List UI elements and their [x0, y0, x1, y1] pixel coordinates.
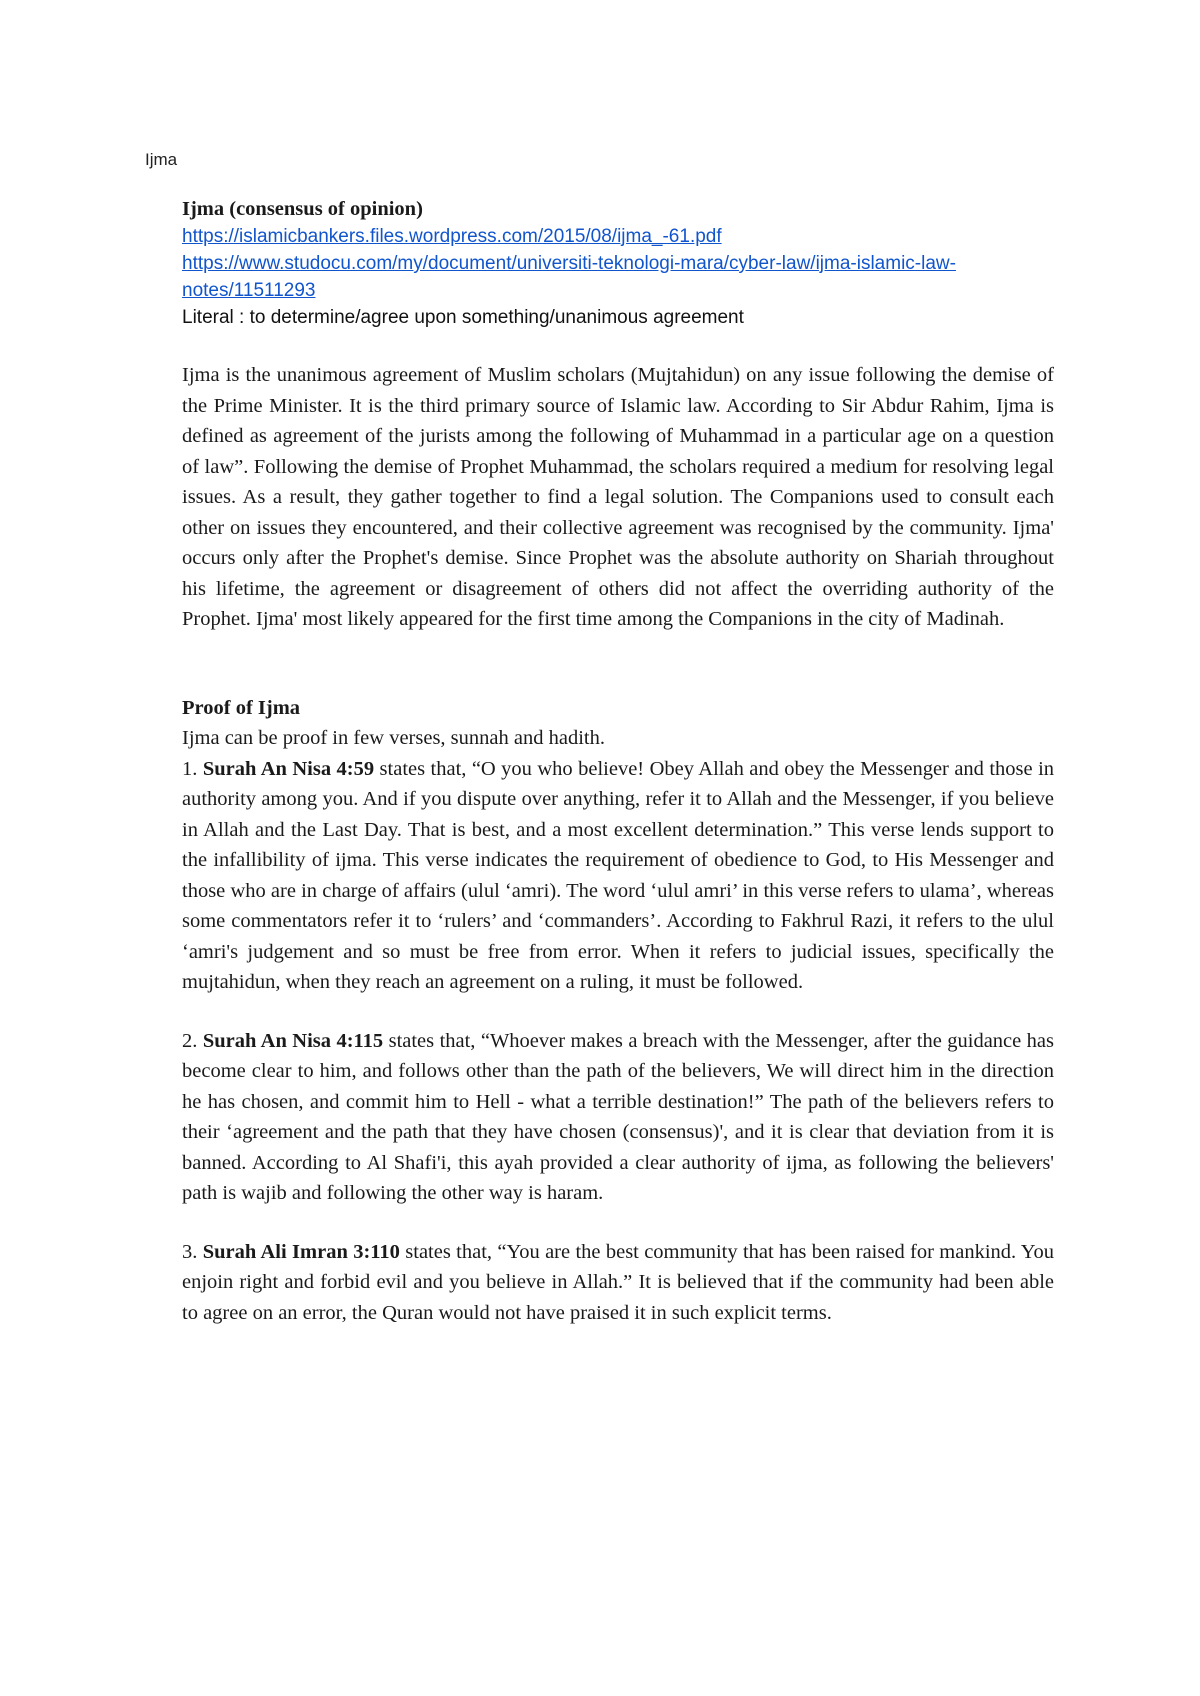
- proof-item-number: 2.: [182, 1029, 198, 1052]
- reference-link-2[interactable]: https://www.studocu.com/my/document/universiti-teknologi-mara/cyber-law/ijma-islamic-law-notes/11511293: [182, 253, 956, 301]
- proof-item-reference: Surah An Nisa 4:59: [202, 757, 375, 780]
- proof-item-reference: Surah Ali Imran 3:110: [202, 1240, 400, 1263]
- intro-paragraph: Ijma is the unanimous agreement of Muslim scholars (Mujtahidun) on any issue following the demise of the Prime Minister. It is the third primary source of Islamic law. According to Sir Abdur Rahim, Ijma is defined as agreement of the jurists among the following of Muhammad in a particular age on a question of law”. Following the demise of Prophet Muhammad, the scholars required a medium for resolving legal issues. As a result, they gather together to find a legal solution. The Companions used to consult each other on issues they encountered, and their collective agreement was recognised by the community. Ijma' occurs only after the Prophet's demise. Since Prophet was the absolute authority on Shariah throughout his lifetime, the agreement or disagreement of others did not affect the overriding authority of the Prophet. Ijma' most likely appeared for the first time among the Companions in the city of Madinah.: [182, 364, 1054, 630]
- proof-item-number: 3.: [182, 1240, 198, 1263]
- proof-intro: Ijma can be proof in few verses, sunnah and hadith.: [182, 727, 605, 749]
- proof-item-2: [182, 1026, 1054, 1209]
- proof-heading: Proof of Ijma: [182, 696, 301, 719]
- reference-link-1[interactable]: https://islamicbankers.files.wordpress.com/2015/08/ijma_-61.pdf: [182, 226, 722, 247]
- proof-item-text: states that, “Whoever makes a breach with the Messenger, after the guidance has become clear to him, and follows other than the path of the believers, We will direct him in the direction he has chosen, and commit him to Hell - what a terrible destination!” The path of the believers refers to their ‘agreement and the path that they have chosen (consensus)', and it is clear that deviation from it is banned. According to Al Shafi'i, this ayah provided a clear authority of ijma, as following the believers' path is wajib and following the other way is haram.: [182, 1029, 1054, 1204]
- proof-item-1: [182, 754, 1054, 998]
- proof-item-number: 1.: [182, 757, 198, 780]
- proof-item-3: [182, 1237, 1054, 1329]
- literal-definition: Literal : to determine/agree upon something/unanimous agreement: [182, 307, 744, 328]
- section-heading: Ijma (consensus of opinion): [182, 198, 423, 220]
- document-body: [182, 196, 1054, 1328]
- proof-item-text: states that, “You are the best community that has been raised for mankind. You enjoin right and forbid evil and you believe in Allah.” It is believed that if the community had been able to agree on an error, the Quran would not have praised it in such explicit terms.: [182, 1240, 1055, 1324]
- proof-item-text: states that, “O you who believe! Obey Allah and obey the Messenger and those in authority among you. And if you dispute over anything, refer it to Allah and the Messenger, if you believe in Allah and the Last Day. That is best, and a most excellent determination.” This verse lends support to the infallibility of ijma. This verse indicates the requirement of obedience to God, to His Messenger and those who are in charge of affairs (ulul ‘amri). The word ‘ulul amri’ in this verse refers to ulama’, whereas some commentators refer it to ‘rulers’ and ‘commanders’. According to Fakhrul Razi, it refers to the ulul ‘amri's judgement and so must be free from error. When it refers to judicial issues, specifically the mujtahidun, when they reach an agreement on a ruling, it must be followed.: [182, 757, 1055, 993]
- proof-item-reference: Surah An Nisa 4:115: [202, 1029, 384, 1052]
- document-label: Ijma: [145, 150, 178, 169]
